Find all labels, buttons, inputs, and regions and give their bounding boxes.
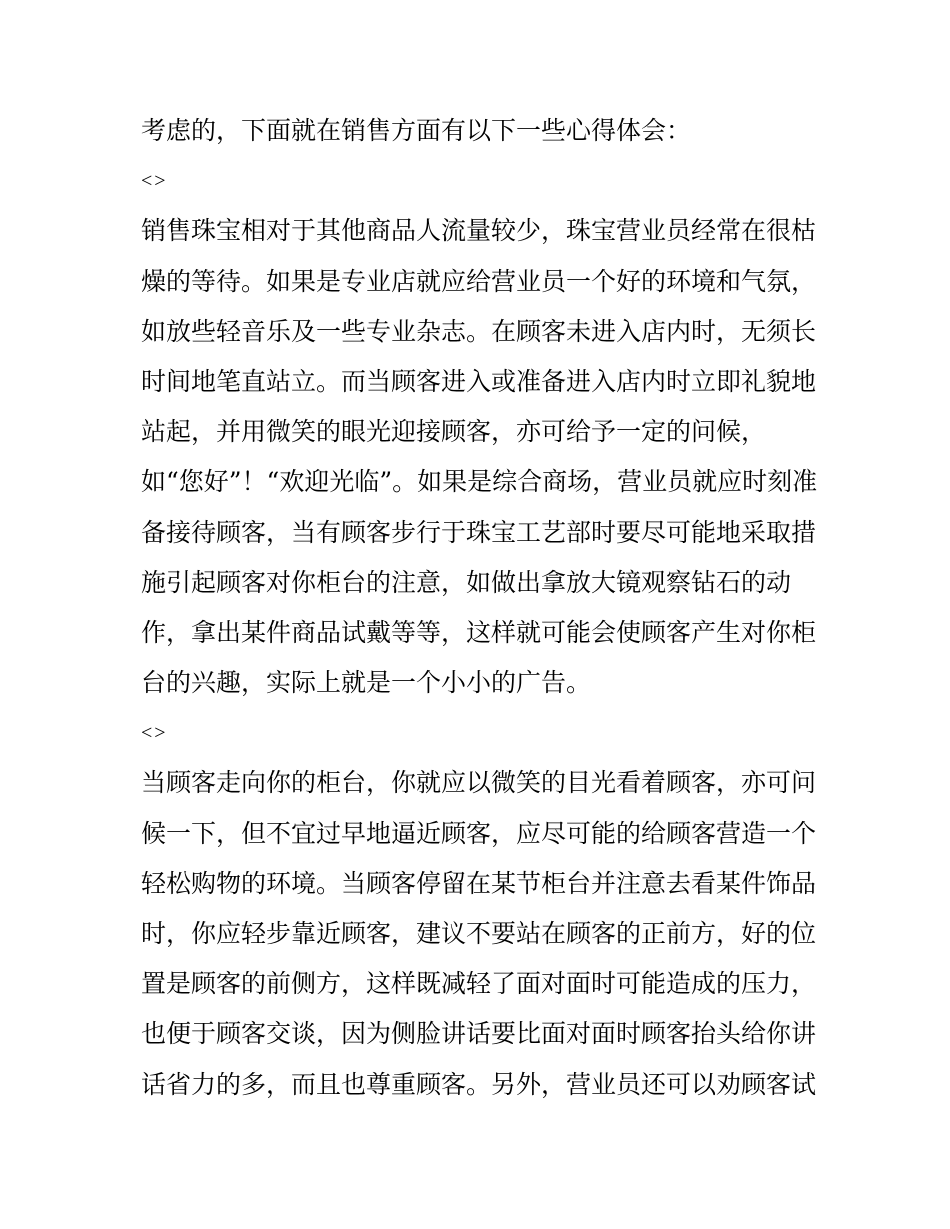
text-line: 施引起顾客对你柜台的注意，如做出拿放大镜观察钻石的动 [141,567,792,597]
text-line: 候一下，但不宜过早地逼近顾客，应尽可能的给顾客营造一个 [141,818,817,848]
text-line: 燥的等待。如果是专业店就应给营业员一个好的环境和气氛， [141,266,817,296]
text-line: 轻松购物的环境。当顾客停留在某节柜台并注意去看某件饰品 [141,868,817,898]
section-marker: <> [141,722,168,745]
text-line: 如放些轻音乐及一些专业杂志。在顾客未进入店内时，无须长 [141,316,817,346]
text-line: 站起，并用微笑的眼光迎接顾客，亦可给予一定的问候， [141,417,767,447]
section-marker: <> [141,170,168,193]
text-line: 考虑的，下面就在销售方面有以下一些心得体会： [141,116,692,145]
text-line: 如“您好”！“欢迎光临”。如果是综合商场，营业员就应时刻准 [141,467,818,497]
text-line: 话省力的多，而且也尊重顾客。另外，营业员还可以劝顾客试 [141,1069,817,1099]
document-body [141,106,818,1110]
text-line: 销售珠宝相对于其他商品人流量较少，珠宝营业员经常在很枯 [141,216,817,246]
text-line: 时，你应轻步靠近顾客，建议不要站在顾客的正前方，好的位 [141,919,817,948]
text-line: 当顾客走向你的柜台，你就应以微笑的目光看着顾客，亦可问 [141,768,817,798]
text-line: 置是顾客的前侧方，这样既减轻了面对面时可能造成的压力， [141,969,817,999]
text-line: 也便于顾客交谈，因为侧脸讲话要比面对面时顾客抬头给你讲 [141,1019,817,1049]
text-line: 备接待顾客，当有顾客步行于珠宝工艺部时要尽可能地采取措 [141,517,817,547]
text-line: 时间地笔直站立。而当顾客进入或准备进入店内时立即礼貌地 [141,366,817,396]
text-line: 作，拿出某件商品试戴等等，这样就可能会使顾客产生对你柜 [141,617,817,647]
text-line: 台的兴趣，实际上就是一个小小的广告。 [141,668,592,698]
